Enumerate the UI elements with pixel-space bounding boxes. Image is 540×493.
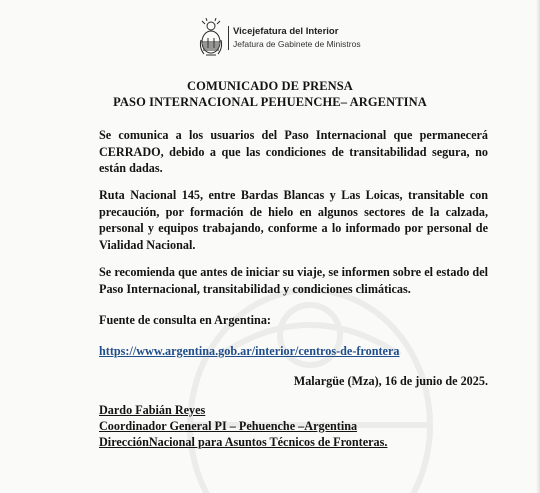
signature-name: Dardo Fabián Reyes	[99, 403, 206, 417]
ministry-name: Jefatura de Gabinete de Ministros	[233, 39, 361, 49]
source-label: Fuente de consulta en Argentina:	[99, 313, 271, 327]
paragraph-closure-notice: Se comunica a los usuarios del Paso Internacional que permanecerá CERRADO, debido a que las condiciones de transitabilidad segura, no están dadas.	[99, 128, 488, 175]
letterhead	[198, 16, 361, 60]
document-subtitle: PASO INTERNACIONAL PEHUENCHE– ARGENTINA	[113, 95, 427, 109]
document-title: COMUNICADO DE PRENSA	[187, 79, 353, 93]
paragraph-route-conditions: Ruta Nacional 145, entre Bardas Blancas y Las Loicas, transitable con precaución, por formación de hielo en algunos sectores de la calzada, personal y equipos trabajando, conforme a lo informado por personal de Vialidad Nacional.	[99, 188, 488, 252]
signature-office: DirecciónNacional para Asuntos Técnicos de Fronteras.	[99, 435, 388, 449]
source-link[interactable]: https://www.argentina.gob.ar/interior/centros-de-frontera	[99, 344, 400, 358]
page-edge-shadow	[536, 0, 540, 493]
argentina-coat-of-arms-icon	[198, 18, 224, 58]
paragraph-recommendation: Se recomienda que antes de iniciar su viaje, se informen sobre el estado del Paso Internacional, transitabilidad y condiciones climáticas.	[99, 265, 488, 296]
dateline: Malargüe (Mza), 16 de junio de 2025.	[293, 374, 488, 388]
office-name: Vicejefatura del Interior	[233, 26, 339, 37]
signature-role: Coordinador General PI – Pehuenche –Argentina	[99, 419, 358, 433]
letterhead-text	[228, 26, 361, 50]
